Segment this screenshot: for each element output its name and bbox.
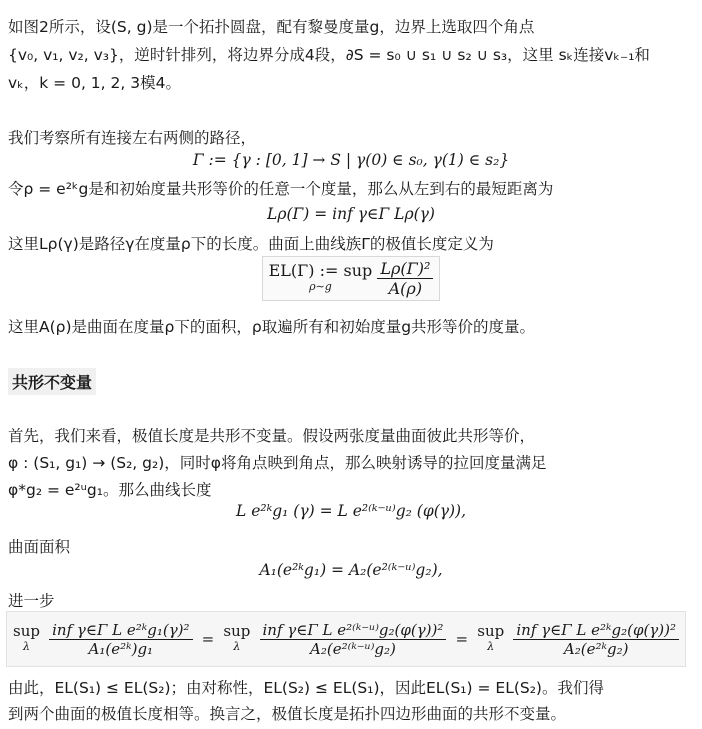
paragraph-4-line-2: 到两个曲面的极值长度相等。换言之，极值长度是拓扑四边形曲面的共形不变量。 bbox=[8, 705, 567, 723]
paragraph-1-line-2: {v₀, v₁, v₂, v₃}，逆时针排列，将边界分成4段，∂S = s₀ ∪ s₁ ∪ s₂ ∪ s₃，这里 sₖ连接vₖ₋₁和 bbox=[8, 46, 650, 64]
equals-sign-2: = bbox=[455, 630, 469, 648]
formula-extremal-length-box bbox=[262, 256, 441, 301]
formula-el-numerator: Lρ(Γ)² bbox=[377, 259, 433, 279]
sup-fraction-2 bbox=[260, 621, 447, 658]
sup-sub-3: λ bbox=[487, 640, 495, 653]
sup-operator-1 bbox=[13, 623, 40, 655]
formula-surface-area: A₁(e²ᵏg₁) = A₂(e²⁽ᵏ⁻ᵘ⁾g₂), bbox=[259, 561, 443, 579]
formula-el-sub: ρ∼g bbox=[309, 279, 332, 293]
formula-extremal-length bbox=[0, 256, 702, 301]
equals-sign-1: = bbox=[201, 630, 215, 648]
sup-operator-2 bbox=[223, 623, 250, 655]
paragraph-1-line-3: vₖ，k = 0, 1, 2, 3模4。 bbox=[8, 74, 181, 92]
formula-el-sup bbox=[268, 260, 373, 295]
paragraph-3-line-1: 首先，我们来看，极值长度是共形不变量。假设两张度量曲面彼此共形等价， bbox=[8, 427, 536, 445]
sup-fraction-3-denominator: A₂(e²ᵏg₂) bbox=[563, 639, 629, 658]
paragraph-3-line-4: 曲面面积 bbox=[8, 538, 71, 556]
formula-curve-length: L e²ᵏg₁ (γ) = L e²⁽ᵏ⁻ᵘ⁾g₂ (φ(γ)), bbox=[235, 502, 467, 520]
sup-sub-2: λ bbox=[233, 640, 241, 653]
paragraph-4-line-1: 由此，EL(S₁) ≤ EL(S₂)；由对称性，EL(S₂) ≤ EL(S₁)，因此EL(S₁) = EL(S₂)。我们得 bbox=[8, 679, 604, 697]
formula-el-lhs: EL(Γ) := sup bbox=[268, 260, 373, 280]
paragraph-2-line-4: 这里A(ρ)是曲面在度量ρ下的面积，ρ取遍所有和初始度量g共形等价的度量。 bbox=[8, 318, 536, 336]
sup-fraction-1-denominator: A₁(e²ᵏ)g₁ bbox=[88, 639, 154, 658]
sup-fraction-2-numerator: inf γ∈Γ L e²⁽ᵏ⁻ᵘ⁾g₂(φ(γ))² bbox=[260, 621, 447, 640]
formula-curve-family: Γ := {γ : [0, 1] → S | γ(0) ∈ s₀, γ(1) ∈ s₂} bbox=[192, 151, 510, 169]
sup-fraction-2-denominator: A₂(e²⁽ᵏ⁻ᵘ⁾g₂) bbox=[310, 639, 396, 658]
formula-sup-chain bbox=[6, 611, 686, 667]
paragraph-2-line-3: 这里Lρ(γ)是路径γ在度量ρ下的长度。曲面上曲线族Γ的极值长度定义为 bbox=[8, 235, 494, 253]
sup-label-3: sup bbox=[477, 622, 505, 640]
formula-shortest-length: Lρ(Γ) = inf γ∈Γ Lρ(γ) bbox=[267, 205, 435, 223]
section-heading: 共形不变量 bbox=[8, 368, 96, 395]
paragraph-2-line-1: 我们考察所有连接左右两侧的路径， bbox=[8, 129, 257, 147]
sup-label-1: sup bbox=[13, 622, 40, 640]
paragraph-3-line-2: φ : (S₁, g₁) → (S₂, g₂)，同时φ将角点映到角点，那么映射诱导的拉回度量满足 bbox=[8, 454, 547, 472]
sup-operator-3 bbox=[477, 623, 504, 655]
sup-sub-1: λ bbox=[22, 640, 30, 653]
paragraph-3-line-5: 进一步 bbox=[8, 592, 55, 610]
formula-el-denominator: A(ρ) bbox=[388, 279, 423, 298]
sup-fraction-3 bbox=[513, 621, 679, 658]
sup-fraction-1-numerator: inf γ∈Γ L e²ᵏg₁(γ)² bbox=[49, 621, 192, 640]
paragraph-1-line-1: 如图2所示，设(S, g)是一个拓扑圆盘，配有黎曼度量g，边界上选取四个角点 bbox=[8, 18, 535, 36]
sup-label-2: sup bbox=[223, 622, 251, 640]
sup-fraction-1 bbox=[49, 621, 192, 658]
paragraph-2-line-2: 令ρ = e²ᵏg是和初始度量共形等价的任意一个度量，那么从左到右的最短距离为 bbox=[8, 180, 554, 198]
paragraph-3-line-3: φ*g₂ = e²ᵘg₁。那么曲线长度 bbox=[8, 481, 212, 499]
sup-fraction-3-numerator: inf γ∈Γ L e²ᵏg₂(φ(γ))² bbox=[513, 621, 679, 640]
formula-el-fraction bbox=[377, 259, 433, 298]
